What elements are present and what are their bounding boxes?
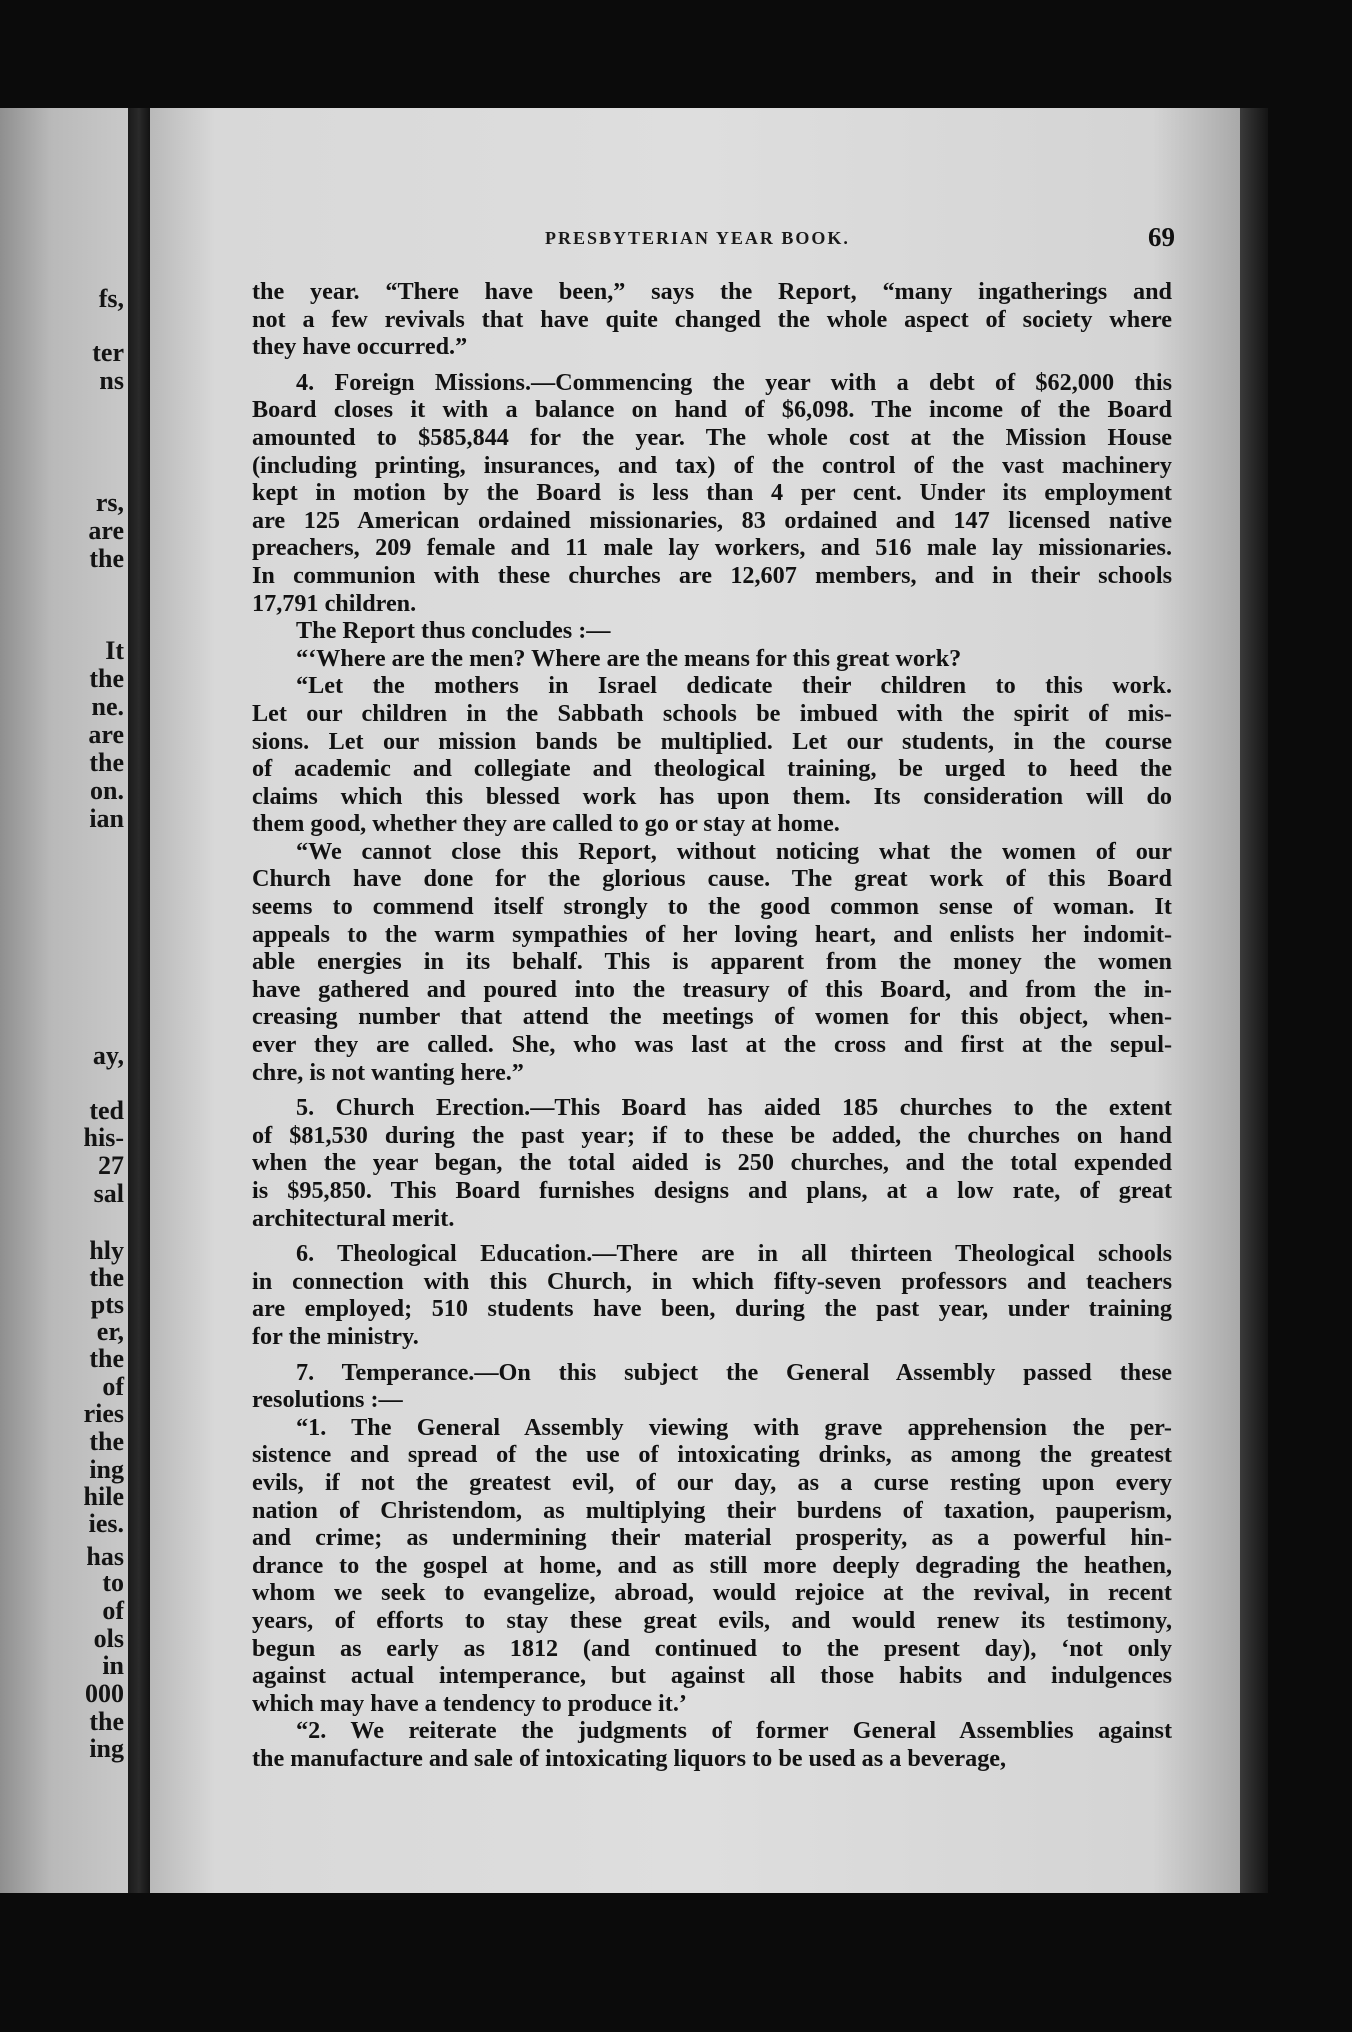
adjacent-page-strip <box>0 108 128 1893</box>
adjacent-page-fragment: ter <box>92 338 124 367</box>
text-line: them good, whether they are called to go or stay at home. <box>252 810 840 838</box>
adjacent-page-fragment: the <box>89 1707 124 1736</box>
text-line: kept in motion by the Board is less than 4 per cent. Under its employment <box>252 479 1172 507</box>
text-line: the manufacture and sale of intoxicating liquors to be used as a beverage, <box>252 1744 1007 1772</box>
adjacent-page-fragment: sal <box>93 1179 124 1208</box>
adjacent-page-fragment: the <box>89 1263 124 1292</box>
adjacent-page-fragment: ne. <box>91 692 124 721</box>
paragraph-gap <box>252 1232 1172 1240</box>
text-line: architectural merit. <box>252 1204 455 1232</box>
adjacent-page-fragment: It <box>105 636 124 665</box>
adjacent-page-fragment: the <box>89 748 124 777</box>
text-line: not a few revivals that have quite changed the whole aspect of society where <box>252 305 1172 333</box>
text-line: of $81,530 during the past year; if to these be added, the churches on hand <box>252 1121 1172 1149</box>
text-line: are employed; 510 students have been, during the past year, under training <box>252 1295 1172 1323</box>
text-line: “1. The General Assembly viewing with grave apprehension the per- <box>296 1413 1172 1441</box>
text-line: begun as early as 1812 (and continued to the present day), ‘not only <box>252 1634 1172 1662</box>
text-line: against actual intemperance, but against all those habits and indulgences <box>252 1662 1172 1690</box>
text-line: chre, is not wanting here.” <box>252 1058 524 1086</box>
text-line: ever they are called. She, who was last at the cross and first at the sepul- <box>252 1031 1172 1059</box>
adjacent-page-fragment: the <box>89 1344 124 1373</box>
text-line: able energies in its behalf. This is apparent from the money the women <box>252 948 1172 976</box>
text-line: Church have done for the glorious cause. The great work of this Board <box>252 865 1172 893</box>
adjacent-page-fragment: ries <box>83 1399 124 1428</box>
text-line: seems to commend itself strongly to the good common sense of woman. It <box>252 893 1172 921</box>
adjacent-page-fragment: to <box>102 1568 124 1597</box>
adjacent-page-fragment: the <box>89 1427 124 1456</box>
adjacent-page-fragment: ies. <box>88 1509 124 1538</box>
page-header <box>395 222 1175 262</box>
text-line: sistence and spread of the use of intoxicating drinks, as among the greatest <box>252 1441 1172 1469</box>
text-line: when the year began, the total aided is 250 churches, and the total expended <box>252 1149 1172 1177</box>
text-line: the year. “There have been,” says the Report, “many ingatherings and <box>252 278 1172 305</box>
text-line: have gathered and poured into the treasury of this Board, and from the in- <box>252 975 1172 1003</box>
text-line: they have occurred.” <box>252 333 468 361</box>
text-line: 17,791 children. <box>252 589 417 617</box>
text-line: is $95,850. This Board furnishes designs and plans, at a low rate, of great <box>252 1177 1172 1204</box>
text-line: “Let the mothers in Israel dedicate their children to this work. <box>296 672 1172 700</box>
adjacent-page-fragment: er, <box>96 1317 124 1346</box>
text-line: resolutions :— <box>252 1386 403 1414</box>
text-line: amounted to $585,844 for the year. The whole cost at the Mission House <box>252 423 1172 451</box>
adjacent-page-fragment: ing <box>89 1734 124 1763</box>
adjacent-page-fragment: of <box>102 1372 124 1401</box>
paragraph-gap <box>252 1086 1172 1094</box>
text-line: (including printing, insurances, and tax) of the control of the vast machinery <box>252 451 1172 479</box>
text-line: In communion with these churches are 12,607 members, and in their schools <box>252 561 1172 589</box>
adjacent-page-fragment: 000 <box>85 1679 124 1708</box>
text-line: 7. Temperance.—On this subject the General Assembly passed these <box>296 1358 1172 1386</box>
text-line: The Report thus concludes :— <box>296 617 611 645</box>
adjacent-page-fragment: fs, <box>98 284 124 313</box>
text-line: sions. Let our mission bands be multiplied. Let our students, in the course <box>252 727 1172 755</box>
text-line: drance to the gospel at home, and as still more deeply degrading the heathen, <box>252 1551 1172 1579</box>
text-line: appeals to the warm sympathies of her loving heart, and enlists her indomit- <box>252 920 1172 948</box>
text-line: Let our children in the Sabbath schools be imbued with the spirit of mis- <box>252 699 1172 727</box>
book-binding-gutter <box>128 108 150 1893</box>
text-line: Board closes it with a balance on hand of $6,098. The income of the Board <box>252 396 1172 424</box>
text-line: creasing number that attend the meetings of women for this object, when- <box>252 1003 1172 1031</box>
text-line: “We cannot close this Report, without noticing what the women of our <box>296 837 1172 865</box>
adjacent-page-fragment: the <box>89 544 124 573</box>
text-line: are 125 American ordained missionaries, 83 ordained and 147 licensed native <box>252 506 1172 534</box>
text-line: evils, if not the greatest evil, of our day, as a curse resting upon every <box>252 1468 1172 1496</box>
adjacent-page-fragment: ing <box>89 1455 124 1484</box>
adjacent-page-fragment: hly <box>89 1236 124 1265</box>
text-line: nation of Christendom, as multiplying their burdens of taxation, pauperism, <box>252 1496 1172 1524</box>
text-line: “2. We reiterate the judgments of former General Assemblies against <box>296 1717 1172 1745</box>
adjacent-page-fragment: ay, <box>92 1041 124 1070</box>
paragraph-gap <box>252 1351 1172 1359</box>
adjacent-page-fragment: ted <box>89 1096 124 1125</box>
text-line: and crime; as undermining their material prosperity, as a powerful hin- <box>252 1524 1172 1552</box>
adjacent-page-fragment: of <box>102 1596 124 1625</box>
text-line: years, of efforts to stay these great evils, and would renew its testimony, <box>252 1606 1172 1634</box>
adjacent-page-fragment: hile <box>83 1482 124 1511</box>
adjacent-page-fragment: pts <box>90 1290 124 1319</box>
adjacent-page-fragment: rs, <box>95 488 124 517</box>
text-line: preachers, 209 female and 11 male lay workers, and 516 male lay missionaries. <box>252 534 1172 562</box>
page-edge-shadow <box>1240 108 1268 1893</box>
adjacent-page-fragment: ols <box>93 1624 124 1653</box>
adjacent-page-fragment: are <box>88 720 124 749</box>
adjacent-page-fragment: in <box>102 1651 124 1680</box>
text-line: claims which this blessed work has upon them. Its consideration will do <box>252 782 1172 810</box>
adjacent-page-fragment: has <box>86 1542 124 1571</box>
adjacent-page-fragment: 27 <box>98 1151 124 1180</box>
text-line: “‘Where are the men? Where are the means for this great work? <box>296 644 962 672</box>
text-line: whom we seek to evangelize, abroad, would rejoice at the revival, in recent <box>252 1579 1172 1607</box>
paragraph-gap <box>252 361 1172 369</box>
text-line: which may have a tendency to produce it.’ <box>252 1689 687 1717</box>
adjacent-page-fragment: are <box>88 516 124 545</box>
adjacent-page-fragment: his- <box>83 1123 124 1152</box>
text-line: 6. Theological Education.—There are in all thirteen Theological schools <box>296 1240 1172 1268</box>
text-line: in connection with this Church, in which fifty-seven professors and teachers <box>252 1267 1172 1295</box>
text-line: for the ministry. <box>252 1322 419 1350</box>
text-line: 4. Foreign Missions.—Commencing the year with a debt of $62,000 this <box>296 368 1172 396</box>
adjacent-page-fragment: the <box>89 664 124 693</box>
text-line: of academic and collegiate and theological training, be urged to heed the <box>252 755 1172 783</box>
running-head: PRESBYTERIAN YEAR BOOK. <box>545 228 850 248</box>
adjacent-page-fragment: on. <box>90 776 124 805</box>
adjacent-page-fragment: ns <box>99 366 124 395</box>
text-line: 5. Church Erection.—This Board has aided 185 churches to the extent <box>296 1094 1172 1122</box>
body-text <box>252 278 1172 1772</box>
adjacent-page-fragment: ian <box>89 804 124 833</box>
page-number: 69 <box>1148 222 1175 252</box>
